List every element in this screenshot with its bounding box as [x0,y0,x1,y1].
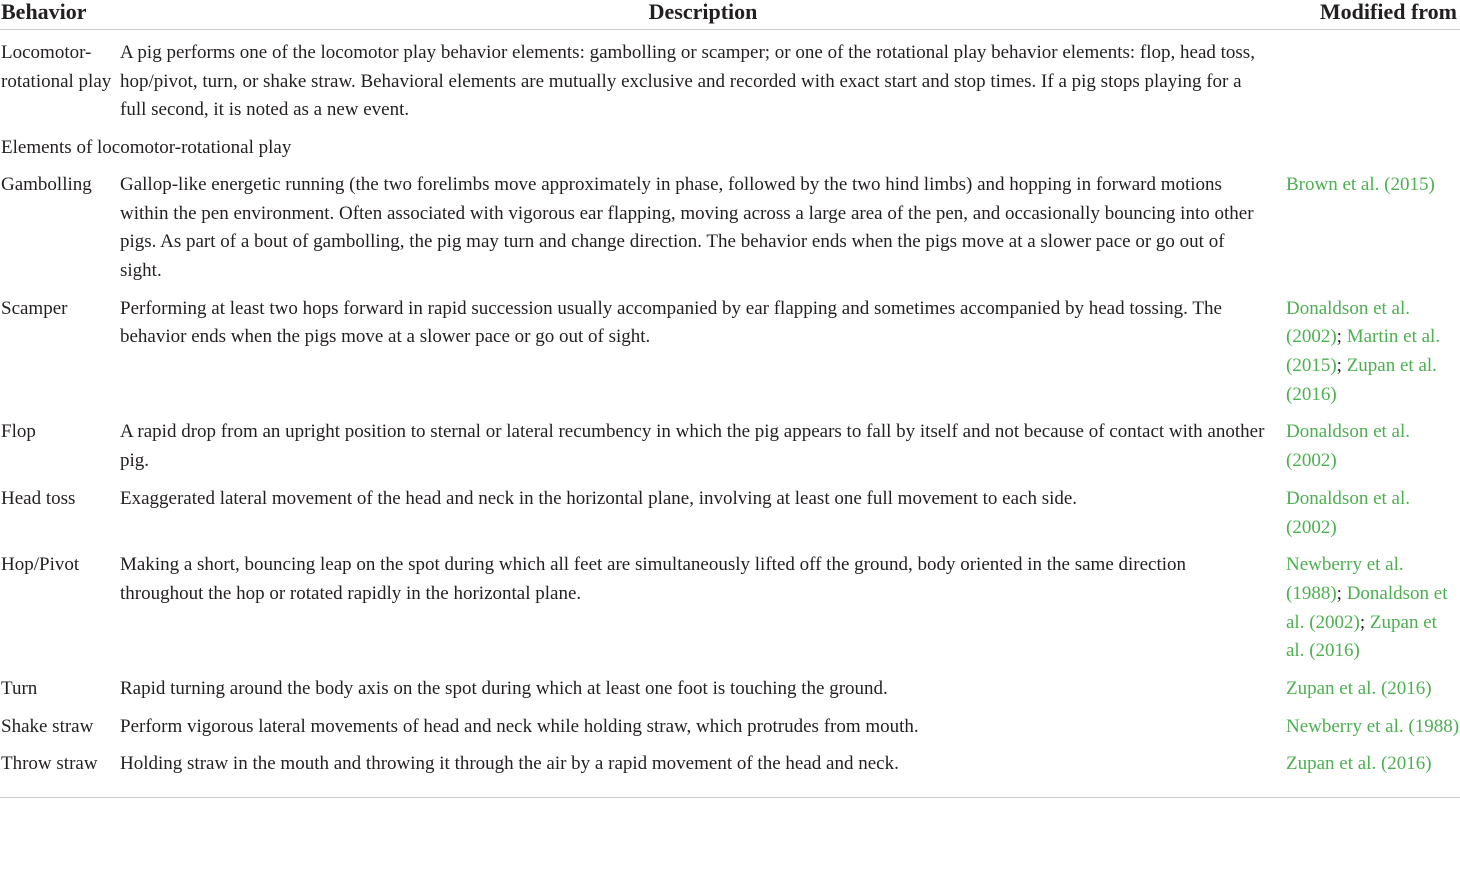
reference-link[interactable]: Newberry et al. (1988) [1286,715,1460,737]
table-row [0,713,1460,751]
modified-from-cell [1286,675,1460,713]
behavior-cell: Shake straw [1,715,94,737]
reference-link[interactable]: Zupan et al. (2016) [1286,753,1432,775]
table-row [0,675,1460,713]
reference-link[interactable]: Newberry et al. (1988) [1286,554,1404,604]
reference-link[interactable]: Donaldson et al. (2002) [1286,297,1411,348]
behavior-cell: Head toss [1,487,76,509]
reference-separator: ; [1336,582,1347,604]
reference-separator: ; [1336,326,1347,348]
section-row [0,134,1460,171]
modified-from-cell [1286,485,1460,551]
header-behavior: Behavior [0,0,120,30]
reference-link[interactable]: Zupan et al. (2016) [1286,678,1432,700]
table-row [0,418,1460,484]
table-row [0,750,1460,797]
behavior-cell: Flop [1,421,36,443]
description-cell: Exaggerated lateral movement of the head and neck in the horizontal plane, involving at least one full movement to each side. [120,487,1078,509]
reference-link[interactable]: Donaldson et al. (2002) [1286,487,1411,538]
table-body [0,30,1460,798]
modified-from-cell [1286,713,1460,751]
header-row [0,0,1460,30]
behavior-cell: Locomotor-rotational play [1,42,112,92]
description-cell: A rapid drop from an upright position to sternal or lateral recumbency in which the pig appears to fall by itself and not because of contact with another pig. [120,421,1265,472]
table-header [0,0,1460,30]
reference-link[interactable]: Donaldson et al. (2002) [1286,582,1448,633]
table-row-locomotor-rotational-play [0,30,1460,135]
reference-separator: ; [1336,355,1347,377]
reference-separator: ; [1359,611,1370,633]
reference-link[interactable]: Brown et al. (2015) [1286,173,1435,195]
modified-from-cell [1286,171,1460,295]
description-cell: Making a short, bouncing leap on the spot during which all feet are simultaneously lifted off the ground, body oriented in the same direction throughout the hop or rotated rapidly in the horizontal plane. [120,554,1187,604]
description-cell: Holding straw in the mouth and throwing it through the air by a rapid movement of the head and neck. [120,750,1286,797]
behavior-cell: Scamper [1,297,68,319]
header-description: Description [120,0,1286,30]
description-cell: Gallop-like energetic running (the two forelimbs move approximately in phase, followed by the two hind limbs) and hopping in forward motions within the pen environment. Often associated with vigorous ear flapping, moving across a large area of the pen, and occasionally bouncing into other pigs. As part of a bout of gambolling, the pig may turn and change direction. The behavior ends when the pigs move at a slower pace or go out of sight. [120,173,1254,281]
reference-link[interactable]: Zupan et al. (2016) [1286,355,1437,405]
description-cell: Perform vigorous lateral movements of head and neck while holding straw, which protrudes from mouth. [120,715,919,737]
header-modified-from: Modified from [1286,0,1460,30]
behavior-cell: Turn [1,678,38,700]
behavior-cell: Hop/Pivot [1,554,80,576]
modified-from-cell [1286,750,1460,797]
modified-from-cell [1286,551,1460,675]
modified-from-cell [1286,295,1460,419]
behavior-cell: Throw straw [0,750,120,797]
table-row [0,485,1460,551]
reference-link[interactable]: Zupan et al. (2016) [1286,611,1437,662]
behavior-cell: Gambolling [1,173,92,195]
modified-from-cell [1286,418,1460,484]
description-cell: Rapid turning around the body axis on the spot during which at least one foot is touching the ground. [120,678,888,700]
reference-link[interactable]: Martin et al. (2015) [1286,326,1441,377]
table-row [0,551,1460,675]
table-row [0,295,1460,419]
modified-from-cell [1286,30,1460,135]
description-cell: A pig performs one of the locomotor play behavior elements: gambolling or scamper; or one of the rotational play behavior elements: flop, head toss, hop/pivot, turn, or shake straw. Behavioral elements are mutually exclusive and recorded with exact start and stop times. If a pig stops playing for a full second, it is noted as a new event. [120,42,1255,121]
description-cell: Performing at least two hops forward in rapid succession usually accompanied by ear flapping and sometimes accompanied by head tossing. The behavior ends when the pigs move at a slower pace or go out of sight. [120,297,1222,348]
section-label: Elements of locomotor-rotational play [1,137,292,159]
reference-link[interactable]: Donaldson et al. (2002) [1286,421,1411,472]
table-row [0,171,1460,295]
